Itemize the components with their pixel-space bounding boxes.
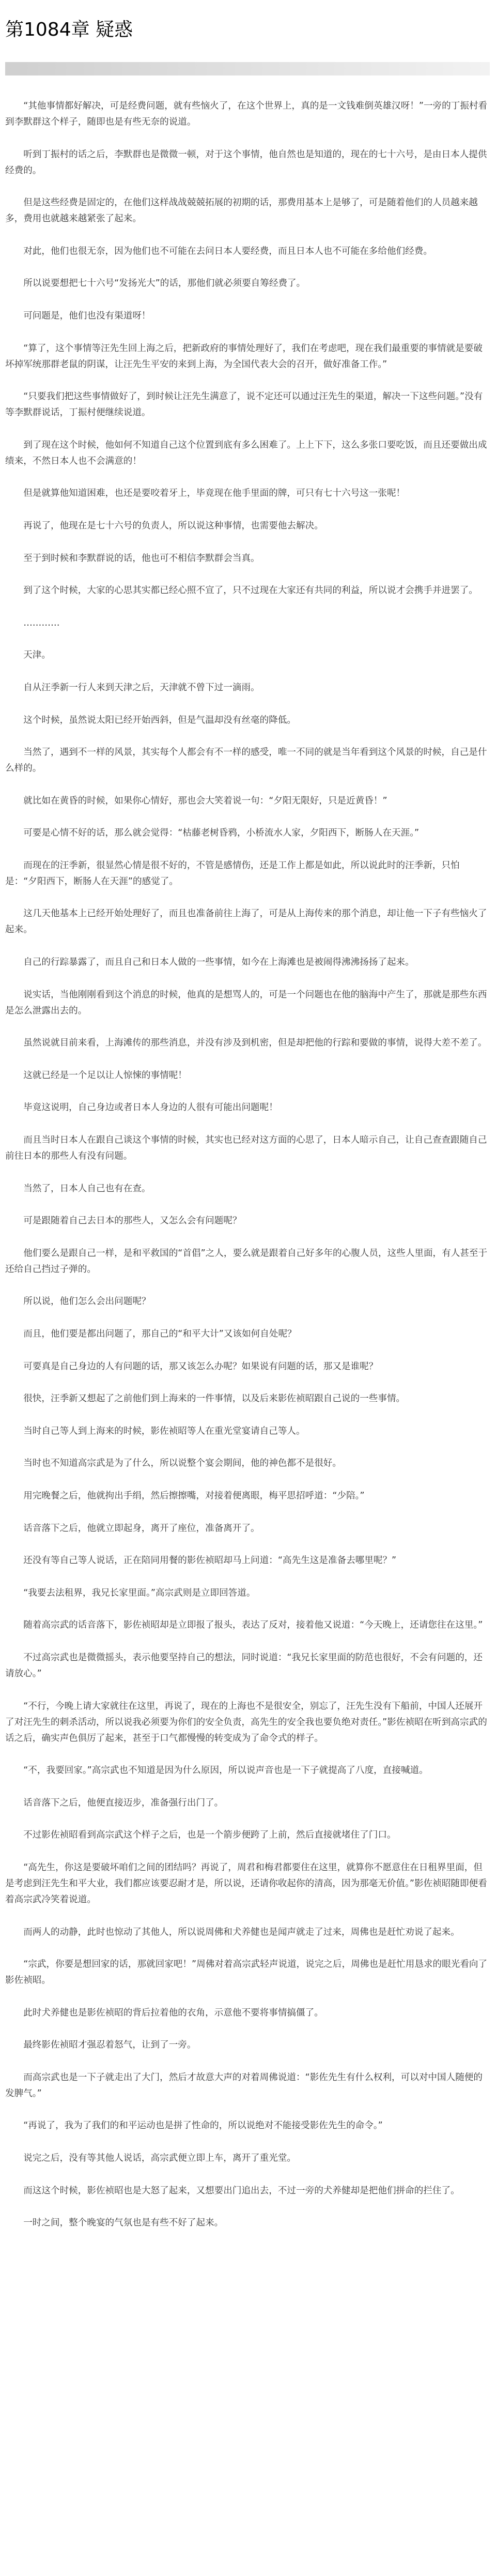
chapter-paragraph: 当时自己等人到上海来的时候，影佐祯昭等人在重光堂宴请自己等人。 <box>23 1426 305 1436</box>
chapter-paragraph: 当然了，遇到不一样的风景，其实每个人都会有不一样的感受，唯一不同的就是当年看到这个风景的时候，自己是什么样的。 <box>5 747 487 774</box>
chapter-paragraph: “其他事情都好解决，可是经费问题，就有些恼火了，在这个世界上，真的是一文钱难倒英雄汉呀！”一旁的丁振村看到李默群这个样子，随即也是有些无奈的说道。 <box>5 101 488 127</box>
chapter-paragraph: 到了这个时候，大家的心思其实都已经心照不宣了，只不过现在大家还有共同的利益，所以说才会携手并进罢了。 <box>23 585 478 596</box>
chapter-paragraph: 至于到时候和李默群说的话，他也可不相信李默群会当真。 <box>23 553 260 564</box>
chapter-paragraph: 这几天他基本上已经开始处理好了，而且也准备前往上海了，可是从上海传来的那个消息，却让他一下子有些恼火了起来。 <box>5 908 487 935</box>
chapter-paragraph: 一时之间，整个晚宴的气氛也是有些不好了起来。 <box>23 2218 224 2229</box>
chapter-paragraph: 虽然说就目前来看，上海滩传的那些消息，并没有涉及到机密，但是却把他的行踪和要做的事情，说得大差不差了。 <box>23 1038 487 1049</box>
chapter-paragraph: “算了，这个事情等汪先生回上海之后，把新政府的事情处理好了，我们在考虑吧，现在我们最重要的事情就是要破坏掉军统那群老鼠的阴谋，让汪先生平安的来到上海，为全国代表大会的召开，做好准备工作。” <box>5 343 483 370</box>
chapter-paragraph: 而现在的汪季新，很显然心情是很不好的，不管是感情伤，还是工作上都是如此，所以说此时的汪季新，只怕是：“夕阳西下，断肠人在天涯”的感觉了。 <box>5 860 460 887</box>
chapter-paragraph: 话音落下之后，他便直接迈步，准备强行出门了。 <box>23 1797 224 1808</box>
chapter-paragraph: 最终影佐祯昭才强忍着怒气，让到了一旁。 <box>23 2040 196 2051</box>
chapter-paragraph: 这个时候，虽然说太阳已经开始西斜，但是气温却没有丝毫的降低。 <box>23 715 297 725</box>
chapter-paragraph: 这就已经是一个足以让人惊悚的事情呢！ <box>23 1070 187 1081</box>
chapter-paragraph: 自己的行踪暴露了，而且自己和日本人做的一些事情，如今在上海滩也是被闹得沸沸扬扬了起来。 <box>23 957 414 968</box>
chapter-paragraph: “不行，今晚上请大家就往在这里，再说了，现在的上海也不是很安全，别忘了，汪先生没有下船前，中国人还展开了对汪先生的刺杀活动，所以说我必须要为你们的安全负责，高先生的安全我也要负绝对责任。”影佐祯昭在听到高宗武的话之后，确实声色俱厉了起来，甚至于口气都慢慢的转变成为了命令式的样子。 <box>5 1701 487 1744</box>
chapter-paragraph: 说完之后，没有等其他人说话，高宗武便立即上车，离开了重光堂。 <box>23 2153 297 2164</box>
chapter-paragraph: 但是就算他知道困难，也还是要咬着牙上，毕竟现在他手里面的牌，可只有七十六号这一张呢！ <box>23 488 406 499</box>
chapter-paragraph: 但是这些经费是固定的，在他们这样战战兢兢拓展的初期的话，那费用基本上是够了，可是随着他们的人员越来越多，费用也就越来越紧张了起来。 <box>5 198 478 224</box>
chapter-paragraph: 不过高宗武也是微微摇头，表示他要坚持自己的想法，同时说道：“我兄长家里面的防范也很好，不会有问题的，还请放心。” <box>5 1652 483 1679</box>
chapter-paragraph: 随着高宗武的话音落下，影佐祯昭却是立即报了报头，表达了反对，接着他又说道：“今天晚上，还请您往在这里。” <box>23 1620 483 1631</box>
chapter-paragraph: “再说了，我为了我们的和平运动也是拼了性命的，所以说绝对不能接受影佐先生的命令。” <box>23 2120 383 2131</box>
chapter-paragraph: 话音落下之后，他就立即起身，离开了座位，准备离开了。 <box>23 1523 260 1534</box>
chapter-paragraph: 到了现在这个时候，他如何不知道自己这个位置到底有多么困难了。上上下下，这么多张口要吃饭，而且还要做出成绩来，不然日本人也不会满意的！ <box>5 440 487 466</box>
chapter-paragraph: “宗武，你要是想回家的话，那就回家吧！”周佛对着高宗武轻声说道，说完之后，周佛也是赶忙用恳求的眼光看向了影佐祯昭。 <box>5 1959 488 1986</box>
chapter-paragraph: 再说了，他现在是七十六号的负责人，所以说这种事情，也需要他去解决。 <box>23 520 323 531</box>
chapter-paragraph: “高先生，你这是要破坏咱们之间的团结吗？再说了，周君和梅君都要住在这里，就算你不愿意住在日租界里面，但是考虑到汪先生和平大业，我们都应该要忍耐才是，所以说，还请你收起你的清高，因为那毫无价值。”影佐祯昭随即便看着高宗武冷笑着说道。 <box>5 1862 487 1905</box>
chapter-paragraph: 而且当时日本人在跟自己谈这个事情的时候，其实也已经对这方面的心思了，日本人暗示自己，让自己查查跟随自己前往日本的那些人有没有问题。 <box>5 1135 487 1162</box>
chapter-paragraph: 用完晚餐之后，他就拘出手绢，然后擦擦嘴，对接着便离眼，梅平思招呼道：“少陪。” <box>23 1490 365 1501</box>
title-divider-bar <box>5 62 490 75</box>
chapter-paragraph: 而这这个时候，影佐祯昭也是大怒了起来，又想要出门追出去，不过一旁的犬养健却是把他们拼命的拦住了。 <box>23 2185 460 2196</box>
chapter-paragraph: 当时也不知道高宗武是为了什么，所以说整个宴会期间，他的神色都不是很好。 <box>23 1458 341 1469</box>
chapter-paragraph: 而高宗武也是一下子就走出了大门，然后才故意大声的对着周佛说道：“影佐先生有什么权利，可以对中国人随便的发脾气。” <box>5 2072 483 2099</box>
chapter-paragraph: 可要真是自己身边的人有问题的话，那又该怎么办呢？如果说有问题的话，那又是谁呢？ <box>23 1361 378 1372</box>
chapter-paragraph: 很快，汪季新又想起了之前他们到上海来的一件事情，以及后来影佐祯昭跟自己说的一些事情。 <box>23 1393 406 1404</box>
chapter-paragraph: 可是跟随着自己去日本的那些人，又怎么会有问题呢？ <box>23 1216 242 1226</box>
chapter-paragraph: 当然了，日本人自己也有在查。 <box>23 1183 151 1194</box>
chapter-paragraph: 可要是心情不好的话，那么就会觉得：“枯藤老树昏鸦，小桥流水人家，夕阳西下，断肠人在天涯。” <box>23 828 420 839</box>
chapter-paragraph: 不过影佐祯昭看到高宗武这个样子之后，也是一个箭步便跨了上前，然后直接就堵住了门口。 <box>23 1830 396 1841</box>
chapter-paragraph: 所以说要想把七十六号“发扬光大”的话，那他们就必须要自筹经费了。 <box>23 278 306 289</box>
chapter-paragraph: 就比如在黄昏的时候，如果你心情好，那也会大笑着说一句：“夕阳无限好，只是近黄昏！” <box>23 795 387 806</box>
chapter-paragraph: 听到丁振村的话之后，李默群也是微微一顿，对于这个事情，他自然也是知道的，现在的七十六号，是由日本人提供经费的。 <box>5 149 487 176</box>
chapter-paragraph: 自从汪季新一行人来到天津之后，天津就不曾下过一滴雨。 <box>23 682 260 693</box>
chapter-paragraph: 毕竟这说明，自己身边或者日本人身边的人很有可能出问题呢！ <box>23 1102 278 1113</box>
chapter-paragraph: 对此，他们也很无奈，因为他们也不可能在去问日本人要经费，而且日本人也不可能在多给他们经费。 <box>23 246 432 256</box>
chapter-paragraph: “只要我们把这些事情做好了，到时候让汪先生满意了，说不定还可以通过汪先生的渠道，解决一下这些问题。”没有等李默群说话，丁振村便继续说道。 <box>5 391 483 418</box>
chapter-paragraph: 而且，他们要是都出问题了，那自己的“和平大计”又该如何自处呢？ <box>23 1329 297 1339</box>
chapter-paragraph: 而两人的动静，此时也惊动了其他人，所以说周佛和犬养健也是闻声就走了过来，周佛也是赶忙劝说了起来。 <box>23 1927 460 1937</box>
chapter-paragraph: 天津。 <box>23 650 51 661</box>
chapter-paragraph: 此时犬养健也是影佐祯昭的背后拉着他的衣角，示意他不要将事情搞僵了。 <box>23 2007 323 2018</box>
chapter-paragraph: 还没有等自己等人说话，正在陪同用餐的影佐祯昭却马上问道：“高先生这是准备去哪里呢？” <box>23 1555 397 1566</box>
chapter-paragraph: 他们要么是跟自己一样，是和平救国的“首倡”之人，要么就是跟着自己好多年的心腹人员，这些人里面，有人甚至于还给自己挡过子弹的。 <box>5 1248 488 1275</box>
chapter-paragraph: “我要去法租界，我兄长家里面。”高宗武则是立即回答道。 <box>23 1587 256 1598</box>
chapter-paragraph: ………… <box>23 617 60 628</box>
chapter-paragraph: “不，我要回家。”高宗武也不知道是因为什么原因，所以说声音也是一下子就提高了八度，直接喊道。 <box>23 1765 428 1776</box>
chapter-paragraph: 说实话，当他刚刚看到这个消息的时候，他真的是想骂人的，可是一个问题也在他的脑海中产生了，那就是那些东西是怎么泄露出去的。 <box>5 989 487 1016</box>
chapter-content <box>5 98 490 2231</box>
chapter-paragraph: 可问题是，他们也没有渠道呀！ <box>23 310 151 321</box>
chapter-title: 第1084章 疑惑 <box>5 19 133 40</box>
chapter-paragraph: 所以说，他们怎么会出问题呢？ <box>23 1296 151 1307</box>
